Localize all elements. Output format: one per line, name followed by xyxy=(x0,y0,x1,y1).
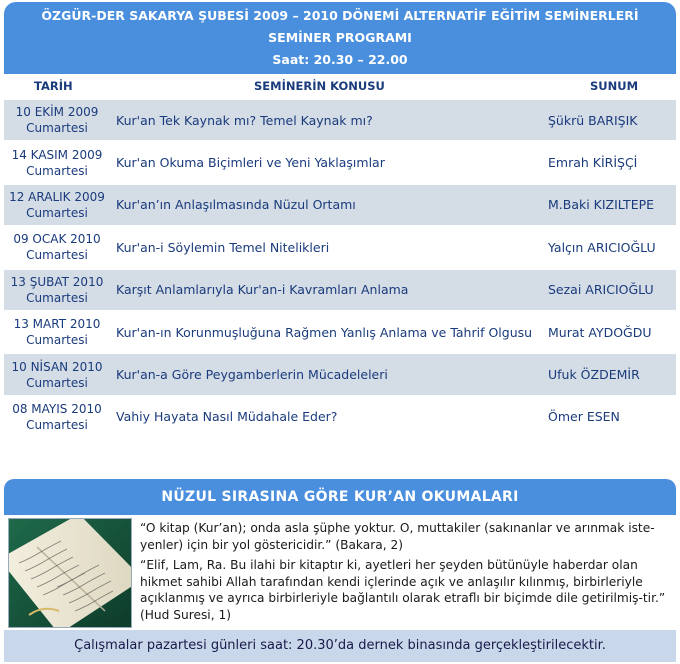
topic-cell: Kur'an Tek Kaynak mı? Temel Kaynak mı? xyxy=(116,112,373,128)
presenter-cell: Sezai ARICIOĞLU xyxy=(548,282,654,298)
table-row xyxy=(4,354,676,396)
section-banner: NÜZUL SIRASINA GÖRE KUR’AN OKUMALARI xyxy=(4,479,676,515)
date-cell: 14 KASIM 2009 Cumartesi xyxy=(11,147,103,178)
header-title: ÖZGÜR-DER SAKARYA ŞUBESİ 2009 – 2010 DÖNEMİ ALTERNATİF EĞİTİM SEMİNERLERİ xyxy=(41,8,639,23)
date-cell: 13 MART 2010 Cumartesi xyxy=(13,317,101,348)
open-book-icon xyxy=(9,519,132,628)
topic-cell: Kur'an’ın Anlaşılmasında Nüzul Ortamı xyxy=(116,197,356,213)
quote-bakara: “O kitap (Kur’an); onda asla şüphe yoktur. O, muttakiler (sakınanlar ve arınmak iste-yenler) için bir yol göstericidir.” (Bakara, 2) xyxy=(140,521,655,552)
header-subtitle: SEMİNER PROGRAMI xyxy=(268,30,412,45)
topic-cell: Kur'an Okuma Biçimleri ve Yeni Yaklaşımlar xyxy=(116,155,385,171)
topic-cell: Karşıt Anlamlarıyla Kur'an-i Kavramları Anlama xyxy=(116,282,409,298)
topic-cell: Vahiy Hayata Nasıl Müdahale Eder? xyxy=(116,409,338,425)
header-banner xyxy=(4,2,676,74)
date-cell: 12 ARALIK 2009 Cumartesi xyxy=(9,189,105,220)
presenter-cell: Ömer ESEN xyxy=(548,409,620,425)
table-row xyxy=(4,312,676,354)
seminar-table xyxy=(4,100,676,439)
quote-hud: “Elif, Lam, Ra. Bu ilahi bir kitaptır ki, ayetleri her şeyden bütünüyle haberdar olan hikmet sahibi Allah tarafından kendi içlerinde açık ve anlaşılır kılınmış, birbirleriyle açıklanmış ve ayrıca birbirleriyle bağlantılı olarak etraflı bir biçimde dile getirilmiş-tir.” (Hud Suresi, 1) xyxy=(140,558,666,622)
date-cell: 10 EKİM 2009 Cumartesi xyxy=(15,105,99,136)
presenter-cell: Emrah KİRİŞÇİ xyxy=(548,155,638,171)
topic-cell: Kur'an-a Göre Peygamberlerin Mücadeleleri xyxy=(116,367,388,383)
presenter-cell: Şükrü BARIŞIK xyxy=(548,112,638,128)
table-row xyxy=(4,270,676,312)
table-row xyxy=(4,227,676,269)
footer-note: Çalışmalar pazartesi günleri saat: 20.30’da dernek binasında gerçekleştirilecektir. xyxy=(4,630,676,662)
presenter-cell: Murat AYDOĞDU xyxy=(548,324,652,340)
date-cell: 08 MAYIS 2010 Cumartesi xyxy=(12,401,102,432)
presenter-cell: Yalçın ARICIOĞLU xyxy=(548,239,656,255)
quotes-block xyxy=(140,520,674,627)
header-time: Saat: 20.30 – 22.00 xyxy=(272,52,408,67)
date-cell: 13 ŞUBAT 2010 Cumartesi xyxy=(10,274,104,305)
table-row xyxy=(4,397,676,439)
topic-cell: Kur'an-ın Korunmuşluğuna Rağmen Yanlış Anlama ve Tahrif Olgusu xyxy=(116,324,533,340)
column-header-presenter: SUNUM xyxy=(590,79,639,93)
date-cell: 09 OCAK 2010 Cumartesi xyxy=(13,232,101,263)
column-header-topic: SEMİNERİN KONUSU xyxy=(254,79,385,93)
presenter-cell: M.Baki KIZILTEPE xyxy=(548,197,655,213)
presenter-cell: Ufuk ÖZDEMİR xyxy=(548,367,640,383)
table-row xyxy=(4,100,676,142)
topic-cell: Kur'an-i Söylemin Temel Nitelikleri xyxy=(116,239,330,255)
quran-book-image xyxy=(8,518,132,628)
date-cell: 10 NİSAN 2010 Cumartesi xyxy=(11,359,103,390)
column-header-date: TARİH xyxy=(34,79,73,93)
table-row xyxy=(4,185,676,227)
table-row xyxy=(4,142,676,184)
